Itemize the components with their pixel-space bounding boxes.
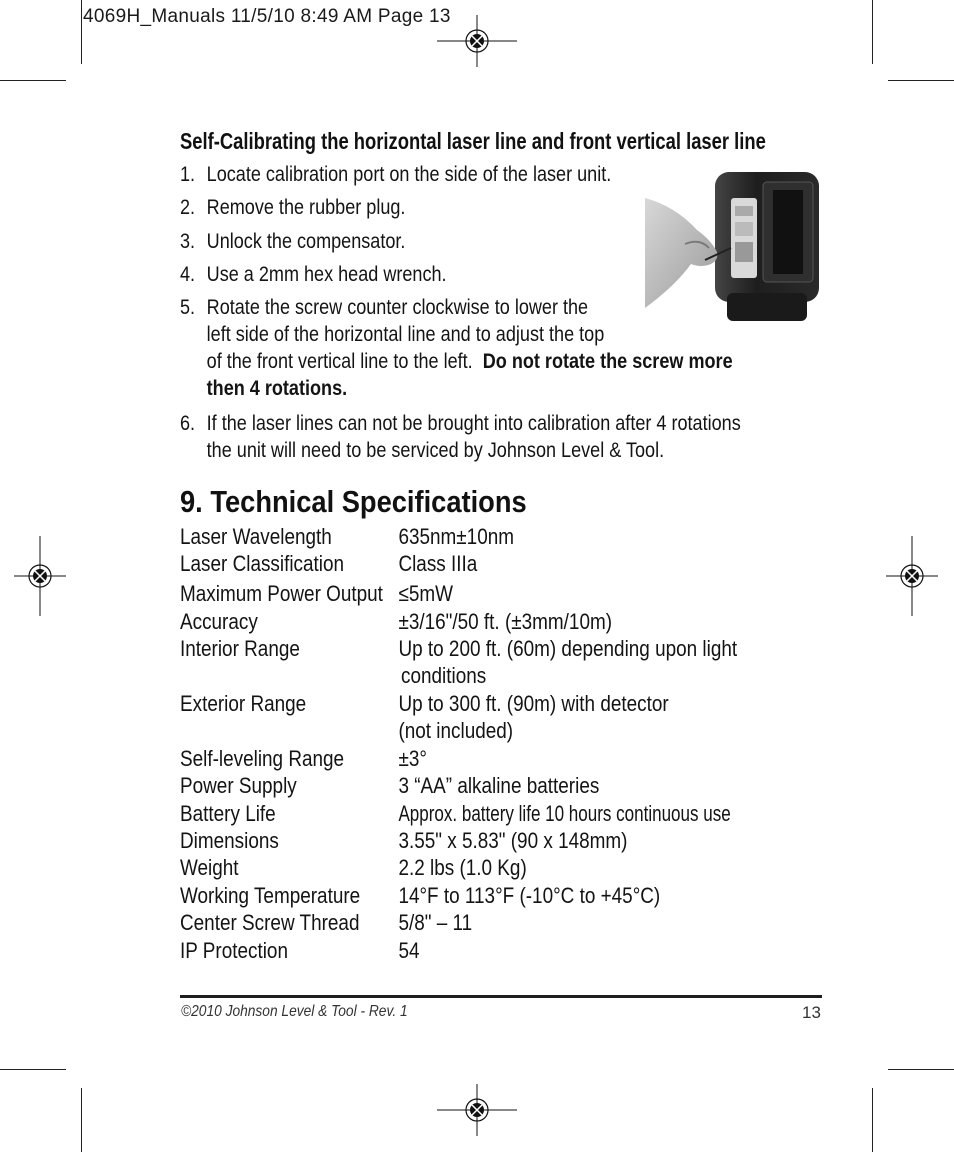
spec-value: 5/8" – 11 (398, 910, 473, 935)
step-number: 5. (180, 296, 196, 319)
step-number: 6. (180, 412, 196, 435)
crop-mark-bottom-left-h (0, 1069, 66, 1070)
spec-label: Laser Classification (180, 551, 345, 576)
crop-mark-bottom-right-v (872, 1088, 873, 1152)
step-number: 3. (180, 230, 196, 253)
step-text: the unit will need to be serviced by Johnson Level & Tool. (206, 439, 665, 462)
spec-value-continued: conditions (401, 663, 487, 688)
crop-mark-bottom-left-v (81, 1088, 82, 1152)
step-number: 1. (180, 163, 196, 186)
laser-calibration-photo (645, 168, 820, 328)
step-text: Unlock the compensator. (206, 230, 406, 253)
crop-mark-top-right-h (888, 80, 954, 81)
spec-value: Class IIIa (398, 551, 478, 576)
step-text: left side of the horizontal line and to adjust the top (206, 323, 605, 346)
spec-value: 3 “AA” alkaline batteries (398, 773, 600, 798)
spec-section-title: 9. Technical Specifications (180, 484, 527, 519)
print-slug: 4069H_Manuals 11/5/10 8:49 AM Page 13 (83, 6, 451, 27)
calibration-heading: Self-Calibrating the horizontal laser line and front vertical laser line (180, 128, 766, 154)
step-text: Locate calibration port on the side of the laser unit. (206, 163, 612, 186)
warning-text: then 4 rotations. (206, 377, 348, 400)
spec-value: ±3° (398, 746, 427, 771)
spec-value: Approx. battery life 10 hours continuous use (398, 801, 731, 826)
spec-value: ±3/16"/50 ft. (±3mm/10m) (398, 609, 613, 634)
spec-label: Exterior Range (180, 691, 307, 716)
registration-mark-right-icon (886, 536, 938, 616)
spec-value-continued: (not included) (398, 718, 514, 743)
spec-label: Maximum Power Output (180, 581, 383, 606)
spec-label: Dimensions (180, 828, 279, 853)
registration-mark-top-icon (437, 15, 517, 67)
spec-label: Self-leveling Range (180, 746, 345, 771)
spec-value: Up to 200 ft. (60m) depending upon light (398, 636, 738, 661)
step-text: Rotate the screw counter clockwise to lower the (206, 296, 589, 319)
spec-label: IP Protection (180, 938, 288, 963)
crop-mark-top-left-v (81, 0, 82, 64)
step-text (207, 348, 733, 375)
copyright-text: ©2010 Johnson Level & Tool - Rev. 1 (181, 1003, 408, 1020)
warning-text: Do not rotate the screw more (482, 350, 733, 373)
spec-value: 14°F to 113°F (-10°C to +45°C) (398, 883, 661, 908)
step-text: Remove the rubber plug. (206, 196, 406, 219)
spec-label: Power Supply (180, 773, 297, 798)
spec-label: Interior Range (180, 636, 300, 661)
step-text: If the laser lines can not be brought into calibration after 4 rotations (206, 412, 741, 435)
footer-rule (180, 995, 822, 998)
crop-mark-top-right-v (872, 0, 873, 64)
registration-mark-left-icon (14, 536, 66, 616)
spec-label: Laser Wavelength (180, 524, 332, 549)
step-number: 4. (180, 263, 196, 286)
step-text-part: of the front vertical line to the left. (206, 350, 473, 373)
spec-value: 3.55" x 5.83" (90 x 148mm) (398, 828, 628, 853)
spec-label: Working Temperature (180, 883, 361, 908)
spec-value: 54 (398, 938, 420, 963)
spec-label: Center Screw Thread (180, 910, 360, 935)
step-number: 2. (180, 196, 196, 219)
spec-value: 635nm±10nm (398, 524, 515, 549)
spec-label: Battery Life (180, 801, 276, 826)
step-text: Use a 2mm hex head wrench. (206, 263, 447, 286)
page-number: 13 (802, 1003, 821, 1022)
spec-value: 2.2 lbs (1.0 Kg) (398, 855, 527, 880)
spec-value: ≤5mW (398, 581, 453, 606)
crop-mark-top-left-h (0, 80, 66, 81)
spec-label: Weight (180, 855, 239, 880)
crop-mark-bottom-right-h (888, 1069, 954, 1070)
spec-label: Accuracy (180, 609, 258, 634)
registration-mark-bottom-icon (437, 1084, 517, 1136)
spec-value: Up to 300 ft. (90m) with detector (398, 691, 669, 716)
